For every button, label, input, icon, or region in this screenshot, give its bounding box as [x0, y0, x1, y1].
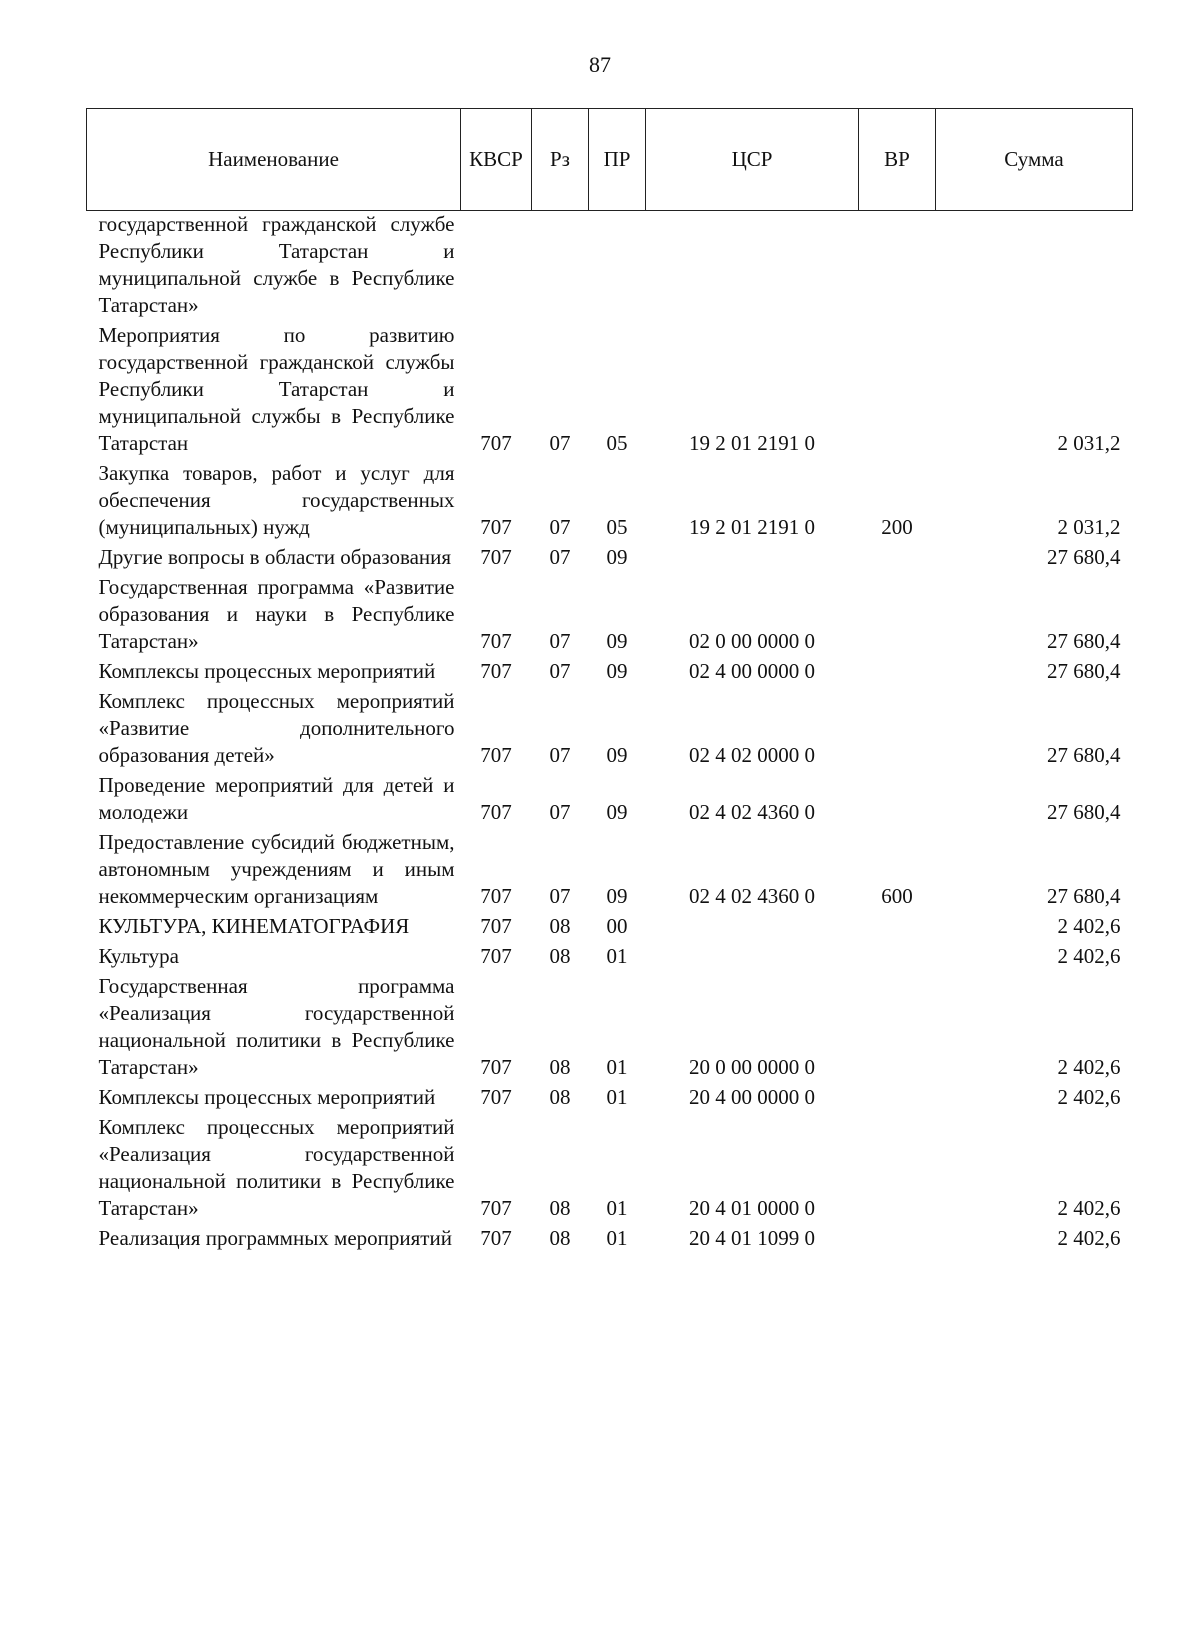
cell-name: КУЛЬТУРА, КИНЕМАТОГРАФИЯ: [98, 914, 410, 938]
cell-sum: 2 402,6: [1057, 1226, 1121, 1250]
cell-rz: 07: [549, 431, 571, 455]
header-pr: ПР: [589, 109, 646, 211]
cell-csr: 02 4 00 0000 0: [689, 659, 815, 683]
cell-rz: 08: [549, 1196, 571, 1220]
cell-sum: 2 031,2: [1057, 515, 1121, 539]
cell-vr: [859, 970, 936, 1081]
header-sum: Сумма: [936, 109, 1133, 211]
cell-sum: 2 402,6: [1057, 944, 1121, 968]
header-rz: Рз: [532, 109, 589, 211]
cell-vr: [859, 1111, 936, 1222]
cell-sum: 27 680,4: [1047, 629, 1121, 653]
cell-kvsr: 707: [480, 1085, 512, 1109]
header-kvsr: КВСР: [461, 109, 532, 211]
table-row: [87, 1111, 1133, 1222]
cell-pr: 09: [606, 629, 628, 653]
cell-rz: 08: [549, 914, 571, 938]
header-csr: ЦСР: [646, 109, 859, 211]
table-row: [87, 319, 1133, 457]
cell-pr: 09: [606, 743, 628, 767]
cell-pr: 01: [606, 944, 628, 968]
cell-sum: 27 680,4: [1047, 545, 1121, 569]
cell-kvsr: 707: [480, 629, 512, 653]
cell-rz: 08: [549, 1085, 571, 1109]
cell-kvsr: 707: [480, 515, 512, 539]
cell-csr: 20 0 00 0000 0: [689, 1055, 815, 1079]
budget-table: [86, 108, 1133, 1252]
cell-name: Культура: [98, 944, 179, 968]
cell-rz: 08: [549, 944, 571, 968]
cell-vr: 200: [881, 515, 913, 539]
cell-pr: 05: [606, 431, 628, 455]
cell-name: Предоставление субсидий бюджетным, автономным учреждениям и иным некоммерческим организациям: [98, 830, 455, 908]
cell-pr: 09: [606, 800, 628, 824]
cell-sum: 2 031,2: [1057, 431, 1121, 455]
cell-kvsr: 707: [480, 1196, 512, 1220]
table-row: [87, 571, 1133, 655]
cell-sum: 2 402,6: [1057, 1085, 1121, 1109]
cell-csr: 20 4 00 0000 0: [689, 1085, 815, 1109]
cell-vr: [859, 910, 936, 940]
cell-sum: 2 402,6: [1057, 914, 1121, 938]
cell-pr: 05: [606, 515, 628, 539]
header-vr: ВР: [859, 109, 936, 211]
page-number: 87: [589, 52, 611, 77]
table-row: [87, 769, 1133, 826]
cell-sum: 27 680,4: [1047, 743, 1121, 767]
cell-name: Реализация программных мероприятий: [98, 1226, 452, 1250]
cell-kvsr: 707: [480, 884, 512, 908]
cell-kvsr: 707: [480, 1055, 512, 1079]
cell-vr: 600: [881, 884, 913, 908]
cell-vr: [859, 541, 936, 571]
cell-csr: 02 4 02 4360 0: [689, 884, 815, 908]
cell-name: Проведение мероприятий для детей и молодежи: [98, 773, 455, 824]
cell-rz: 07: [549, 743, 571, 767]
cell-vr: [859, 211, 936, 320]
table-row: [87, 940, 1133, 970]
table-header: [87, 109, 1133, 211]
cell-name: государственной гражданской службе Республики Татарстан и муниципальной службе в Республике Татарстан»: [98, 212, 455, 317]
cell-pr: [589, 211, 646, 320]
cell-vr: [859, 319, 936, 457]
table-body: [87, 211, 1133, 1253]
table-row: [87, 541, 1133, 571]
cell-rz: 07: [549, 800, 571, 824]
cell-pr: 01: [606, 1196, 628, 1220]
cell-rz: 08: [549, 1226, 571, 1250]
cell-kvsr: 707: [480, 431, 512, 455]
table-row: [87, 685, 1133, 769]
cell-sum: 27 680,4: [1047, 884, 1121, 908]
cell-name: Государственная программа «Реализация государственной национальной политики в Республике Татарстан»: [98, 974, 455, 1079]
cell-vr: [859, 685, 936, 769]
cell-pr: 01: [606, 1085, 628, 1109]
cell-kvsr: 707: [480, 743, 512, 767]
table-row: [87, 211, 1133, 320]
cell-kvsr: 707: [480, 545, 512, 569]
cell-sum: 2 402,6: [1057, 1196, 1121, 1220]
cell-pr: 09: [606, 659, 628, 683]
cell-kvsr: [461, 211, 532, 320]
cell-kvsr: 707: [480, 1226, 512, 1250]
header-name: Наименование: [87, 109, 461, 211]
cell-sum: 27 680,4: [1047, 659, 1121, 683]
cell-csr: [646, 541, 859, 571]
cell-csr: [646, 211, 859, 320]
cell-kvsr: 707: [480, 944, 512, 968]
cell-csr: 20 4 01 0000 0: [689, 1196, 815, 1220]
cell-rz: 07: [549, 629, 571, 653]
table-row: [87, 655, 1133, 685]
cell-kvsr: 707: [480, 800, 512, 824]
cell-sum: 2 402,6: [1057, 1055, 1121, 1079]
cell-pr: 09: [606, 884, 628, 908]
cell-name: Другие вопросы в области образования: [98, 545, 452, 569]
cell-vr: [859, 655, 936, 685]
cell-name: Государственная программа «Развитие образования и науки в Республике Татарстан»: [98, 575, 455, 653]
cell-pr: 09: [606, 545, 628, 569]
cell-rz: 08: [549, 1055, 571, 1079]
cell-csr: 19 2 01 2191 0: [689, 431, 815, 455]
cell-csr: 02 4 02 0000 0: [689, 743, 815, 767]
cell-kvsr: 707: [480, 659, 512, 683]
cell-name: Комплексы процессных мероприятий: [98, 659, 436, 683]
cell-rz: 07: [549, 545, 571, 569]
table-row: [87, 1081, 1133, 1111]
cell-pr: 01: [606, 1055, 628, 1079]
cell-name: Комплекс процессных мероприятий «Реализация государственной национальной политики в Республике Татарстан»: [98, 1115, 455, 1220]
cell-name: Комплексы процессных мероприятий: [98, 1085, 436, 1109]
cell-csr: 02 4 02 4360 0: [689, 800, 815, 824]
cell-csr: 20 4 01 1099 0: [689, 1226, 815, 1250]
cell-sum: [936, 211, 1133, 320]
cell-rz: 07: [549, 515, 571, 539]
cell-csr: [646, 910, 859, 940]
cell-csr: 19 2 01 2191 0: [689, 515, 815, 539]
cell-rz: 07: [549, 884, 571, 908]
cell-rz: 07: [549, 659, 571, 683]
cell-name: Мероприятия по развитию государственной гражданской службы Республики Татарстан и муниципальной службы в Республике Татарстан: [98, 323, 455, 455]
table-row: [87, 970, 1133, 1081]
cell-sum: 27 680,4: [1047, 800, 1121, 824]
table-row: [87, 1222, 1133, 1252]
cell-pr: 00: [606, 914, 628, 938]
cell-csr: [646, 940, 859, 970]
cell-csr: 02 0 00 0000 0: [689, 629, 815, 653]
cell-vr: [859, 1081, 936, 1111]
cell-vr: [859, 940, 936, 970]
cell-vr: [859, 571, 936, 655]
table-row: [87, 910, 1133, 940]
cell-kvsr: 707: [480, 914, 512, 938]
cell-pr: 01: [606, 1226, 628, 1250]
cell-name: Комплекс процессных мероприятий «Развитие дополнительного образования детей»: [98, 689, 455, 767]
cell-vr: [859, 769, 936, 826]
table-row: [87, 457, 1133, 541]
cell-vr: [859, 1222, 936, 1252]
table-row: [87, 826, 1133, 910]
cell-name: Закупка товаров, работ и услуг для обеспечения государственных (муниципальных) нужд: [98, 461, 455, 539]
cell-rz: [532, 211, 589, 320]
